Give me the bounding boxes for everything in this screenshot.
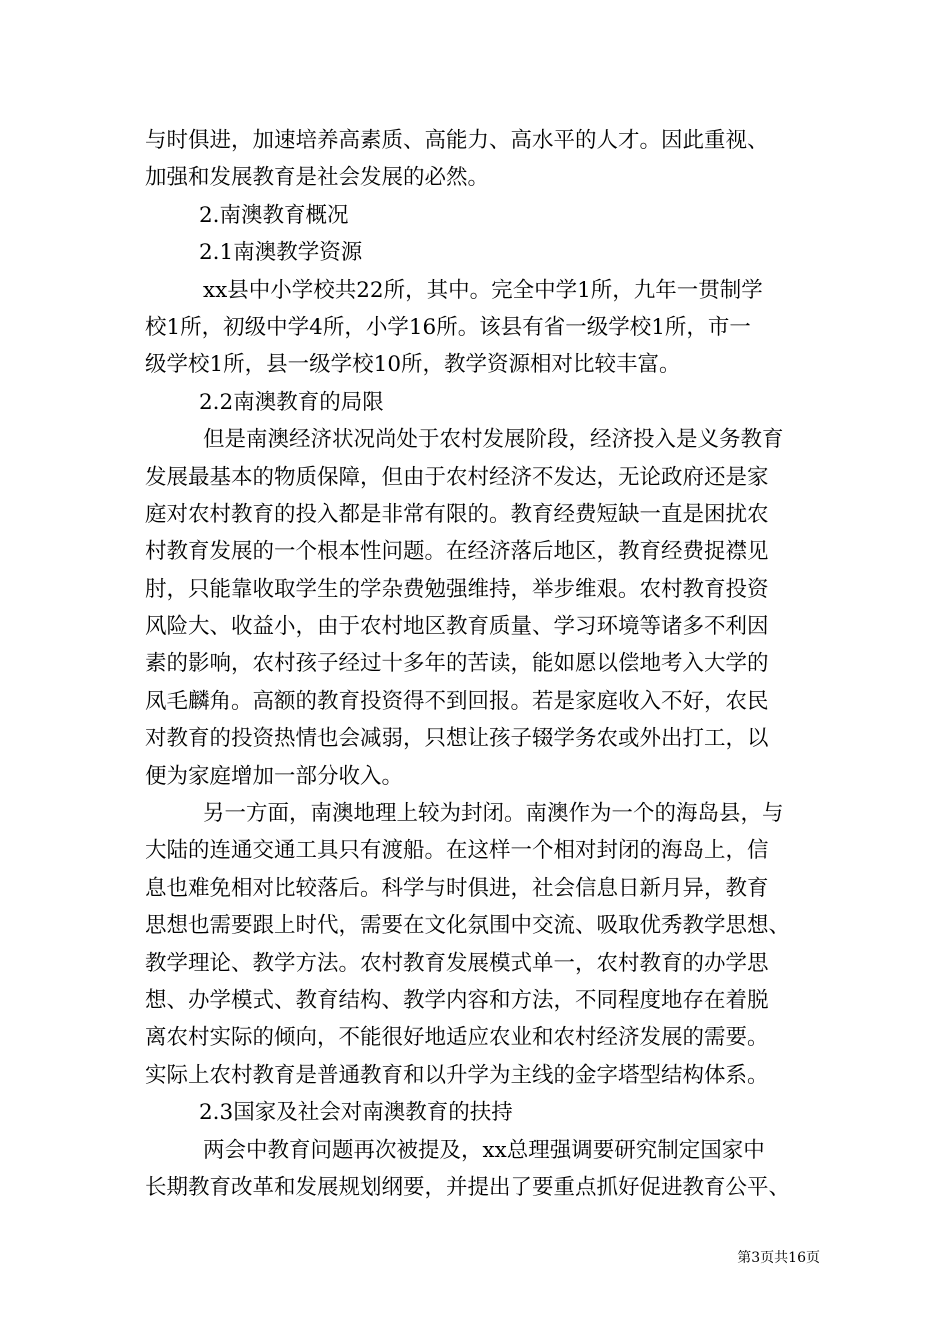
text-line: 思想也需要跟上时代，需要在文化氛围中交流、吸取优秀教学思想、 (145, 913, 791, 939)
page-number: 第3页共16页 (737, 1250, 820, 1266)
text-line: 级学校1所，县一级学校10所，教学资源相对比较丰富。 (145, 352, 681, 378)
document-body (145, 122, 810, 1206)
text-line: 便为家庭增加一部分收入。 (145, 763, 404, 789)
paragraph-start: 但是南澳经济状况尚处于农村发展阶段，经济投入是义务教育 (203, 427, 784, 453)
text-line: 对教育的投资热情也会减弱，只想让孩子辍学务农或外出打工，以 (145, 726, 769, 752)
text-line: 素的影响，农村孩子经过十多年的苦读，能如愿以偿地考入大学的 (145, 651, 769, 677)
paragraph-start: 另一方面，南澳地理上较为封闭。南澳作为一个的海岛县，与 (203, 801, 784, 827)
section-heading: 2.南澳教育概况 (199, 202, 349, 228)
text-line: 与时俱进，加速培养高素质、高能力、高水平的人才。因此重视、 (145, 128, 769, 153)
text-line: 加强和发展教育是社会发展的必然。 (145, 165, 490, 191)
text-line: 想、办学模式、教育结构、教学内容和方法，不同程度地存在着脱 (145, 987, 769, 1013)
text-line: 离农村实际的倾向，不能很好地适应农业和农村经济发展的需要。 (145, 1025, 769, 1051)
text-line: 长期教育改革和发展规划纲要，并提出了要重点抓好促进教育公平、 (145, 1174, 791, 1200)
text-line: 大陆的连通交通工具只有渡船。在这样一个相对封闭的海岛上，信 (145, 838, 769, 864)
subsection-heading: 2.3国家及社会对南澳教育的扶持 (199, 1100, 513, 1126)
text-line: 肘，只能靠收取学生的学杂费勉强维持，举步维艰。农村教育投资 (145, 576, 769, 602)
text-line: 教学理论、教学方法。农村教育发展模式单一，农村教育的办学思 (145, 950, 769, 976)
subsection-heading: 2.2南澳教育的局限 (199, 389, 384, 415)
paragraph-start: 两会中教育问题再次被提及，xx总理强调要研究制定国家中 (203, 1137, 765, 1163)
text-line: 实际上农村教育是普通教育和以升学为主线的金字塔型结构体系。 (145, 1062, 769, 1088)
text-line: 凤毛麟角。高额的教育投资得不到回报。若是家庭收入不好，农民 (145, 688, 769, 714)
text-line: 发展最基本的物质保障，但由于农村经济不发达，无论政府还是家 (145, 464, 769, 490)
text-line: 风险大、收益小，由于农村地区教育质量、学习环境等诸多不利因 (145, 614, 769, 640)
text-line: 息也难免相对比较落后。科学与时俱进，社会信息日新月异，教育 (145, 875, 769, 901)
subsection-heading: 2.1南澳教学资源 (199, 240, 363, 266)
text-line: 庭对农村教育的投入都是非常有限的。教育经费短缺一直是困扰农 (145, 501, 769, 527)
text-line: 校1所，初级中学4所，小学16所。该县有省一级学校1所，市一 (145, 314, 751, 340)
paragraph-start: xx县中小学校共22所，其中。完全中学1所，九年一贯制学 (203, 277, 763, 303)
text-line: 村教育发展的一个根本性问题。在经济落后地区，教育经费捉襟见 (145, 539, 769, 565)
